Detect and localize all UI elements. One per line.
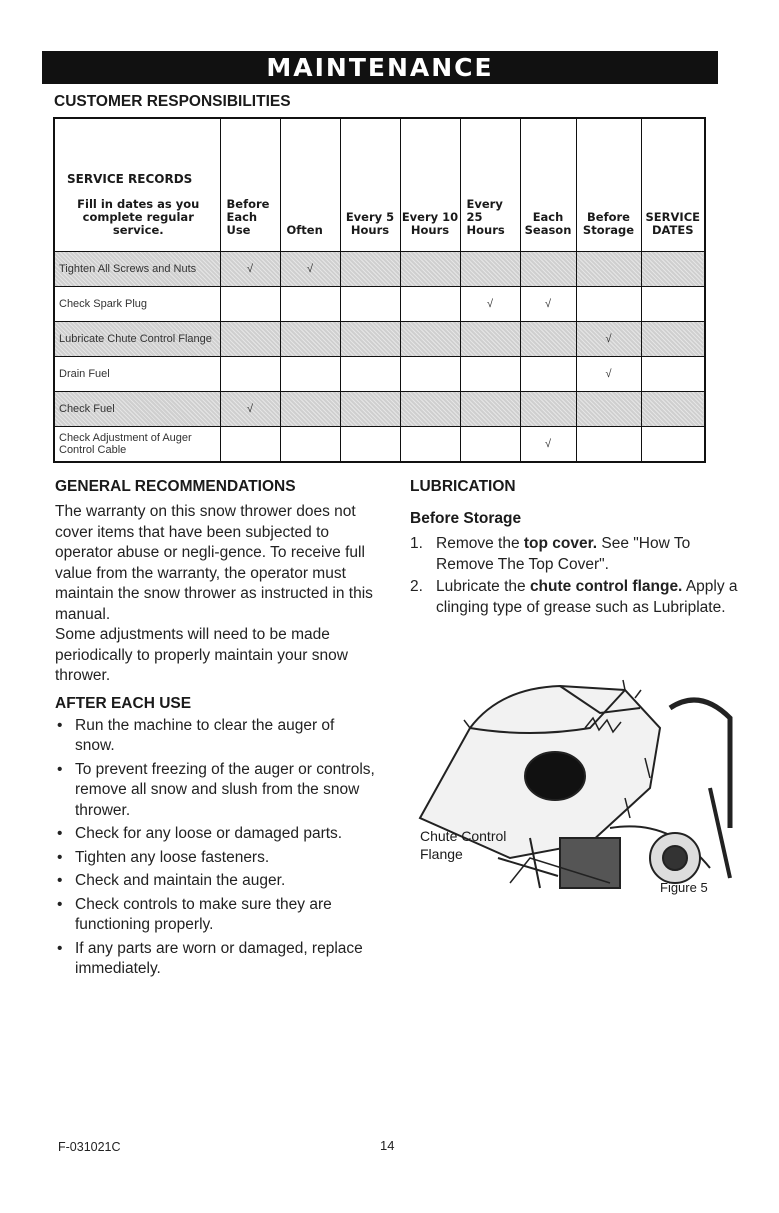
after-each-use-list — [55, 716, 375, 980]
schedule-cell — [641, 322, 705, 357]
schedule-cell — [340, 252, 400, 287]
schedule-cell — [280, 392, 340, 427]
schedule-cell — [400, 287, 460, 322]
schedule-cell — [460, 287, 520, 322]
schedule-cell — [400, 322, 460, 357]
task-label: Tighten All Screws and Nuts — [54, 252, 220, 287]
task-label: Check Adjustment of Auger Control Cable — [54, 427, 220, 463]
list-item: 2. Lubricate the chute control flange. Apply a clinging type of grease such as Lubriplate. — [410, 578, 738, 616]
col-every-10-hours: Every 10 Hours — [400, 118, 460, 252]
bullet-icon: • — [57, 895, 63, 913]
schedule-cell — [460, 322, 520, 357]
customer-responsibilities-heading: CUSTOMER RESPONSIBILITIES — [54, 93, 291, 110]
figure-caption: Figure 5 — [660, 880, 708, 895]
schedule-cell — [576, 392, 641, 427]
list-item: 1. Remove the top cover. See "How To Remove The Top Cover". — [410, 535, 691, 573]
list-item: • To prevent freezing of the auger or controls, remove all snow and slush from the snow thrower. — [57, 760, 375, 819]
table-row — [54, 427, 705, 463]
schedule-cell — [400, 252, 460, 287]
bullet-icon: • — [57, 760, 63, 778]
schedule-cell — [280, 252, 340, 287]
general-para-1: The warranty on this snow thrower does not cover items that have been subjected to operator abuse or negli-gence. To receive full value from the warranty, the operator must maintain the snow thrower as instructed in this manual. — [55, 503, 373, 623]
check-mark-icon: √ — [605, 368, 612, 380]
schedule-cell — [400, 357, 460, 392]
task-label: Check Spark Plug — [54, 287, 220, 322]
task-label: Drain Fuel — [54, 357, 220, 392]
schedule-cell — [340, 427, 400, 463]
general-heading: GENERAL RECOMMENDATIONS — [55, 478, 296, 495]
col-every-25-hours: Every 25 Hours — [460, 118, 520, 252]
schedule-cell — [220, 322, 280, 357]
col-often: Often — [280, 118, 340, 252]
list-item: • Tighten any loose fasteners. — [55, 848, 375, 869]
check-mark-icon: √ — [486, 298, 494, 310]
service-records-header — [54, 118, 220, 252]
schedule-cell — [340, 392, 400, 427]
bullet-icon: • — [57, 848, 63, 866]
schedule-cell — [520, 357, 576, 392]
list-item: • Check and maintain the auger. — [55, 871, 375, 892]
table-row — [54, 287, 705, 322]
schedule-cell — [280, 322, 340, 357]
bullet-icon: • — [57, 825, 63, 842]
general-recommendations-section — [55, 478, 375, 983]
schedule-cell — [520, 427, 576, 463]
check-mark-icon: √ — [246, 263, 254, 275]
lubrication-heading: LUBRICATION — [410, 478, 516, 495]
col-before-each-use: Before Each Use — [220, 118, 280, 252]
bullet-icon: • — [57, 716, 63, 734]
schedule-cell — [220, 252, 280, 287]
document-code: F-031021C — [58, 1140, 121, 1154]
col-before-storage: Before Storage — [576, 118, 641, 252]
schedule-cell — [460, 252, 520, 287]
before-storage-subheading: Before Storage — [410, 510, 522, 527]
after-each-use-heading: AFTER EACH USE — [55, 694, 192, 712]
table-body — [54, 252, 705, 463]
list-item: • If any parts are worn or damaged, replace immediately. — [57, 939, 363, 977]
check-mark-icon: √ — [544, 298, 552, 310]
schedule-cell — [340, 287, 400, 322]
check-mark-icon: √ — [246, 403, 254, 415]
bullet-icon: • — [57, 939, 63, 957]
task-label: Check Fuel — [54, 392, 220, 427]
list-item: • Run the machine to clear the auger of snow. — [57, 716, 335, 754]
schedule-cell — [460, 427, 520, 463]
schedule-cell — [280, 427, 340, 463]
schedule-cell — [520, 252, 576, 287]
list-item: • Check controls to make sure they are functioning properly. — [57, 895, 332, 933]
col-every-5-hours: Every 5 Hours — [340, 118, 400, 252]
schedule-cell — [576, 322, 641, 357]
schedule-cell — [340, 357, 400, 392]
check-mark-icon: √ — [544, 438, 552, 450]
schedule-cell — [340, 322, 400, 357]
schedule-cell — [520, 392, 576, 427]
table-row — [54, 322, 705, 357]
lubrication-section — [410, 478, 740, 620]
schedule-cell — [641, 357, 705, 392]
schedule-cell — [220, 392, 280, 427]
col-each-season: Each Season — [520, 118, 576, 252]
section-banner: MAINTENANCE — [42, 51, 718, 84]
check-mark-icon: √ — [306, 263, 314, 275]
table-row — [54, 392, 705, 427]
schedule-cell — [460, 392, 520, 427]
schedule-cell — [641, 427, 705, 463]
table-row — [54, 252, 705, 287]
schedule-cell — [400, 427, 460, 463]
schedule-cell — [280, 287, 340, 322]
schedule-cell — [576, 287, 641, 322]
task-label: Lubricate Chute Control Flange — [54, 322, 220, 357]
bullet-icon: • — [57, 872, 63, 889]
schedule-cell — [520, 287, 576, 322]
schedule-cell — [220, 357, 280, 392]
general-para-2: Some adjustments will need to be made periodically to properly maintain your snow thrower. — [55, 626, 348, 684]
schedule-cell — [220, 427, 280, 463]
schedule-cell — [400, 392, 460, 427]
schedule-cell — [641, 252, 705, 287]
lubrication-steps — [410, 534, 740, 618]
schedule-cell — [576, 252, 641, 287]
chute-control-flange-callout: Chute Control Flange — [420, 828, 507, 862]
service-records-desc: Fill in dates as you complete regular service. — [77, 197, 200, 237]
schedule-cell — [576, 357, 641, 392]
schedule-cell — [460, 357, 520, 392]
schedule-cell — [641, 392, 705, 427]
service-records-title: SERVICE RECORDS — [67, 172, 193, 186]
page-number: 14 — [380, 1138, 395, 1153]
service-schedule-table — [53, 117, 706, 463]
schedule-cell — [220, 287, 280, 322]
schedule-cell — [280, 357, 340, 392]
check-mark-icon: √ — [605, 333, 612, 345]
schedule-cell — [576, 427, 641, 463]
table-header-row — [54, 118, 705, 252]
list-item: • Check for any loose or damaged parts. — [55, 824, 375, 845]
schedule-cell — [520, 322, 576, 357]
table-row — [54, 357, 705, 392]
schedule-cell — [641, 287, 705, 322]
col-service-dates: SERVICE DATES — [641, 118, 705, 252]
